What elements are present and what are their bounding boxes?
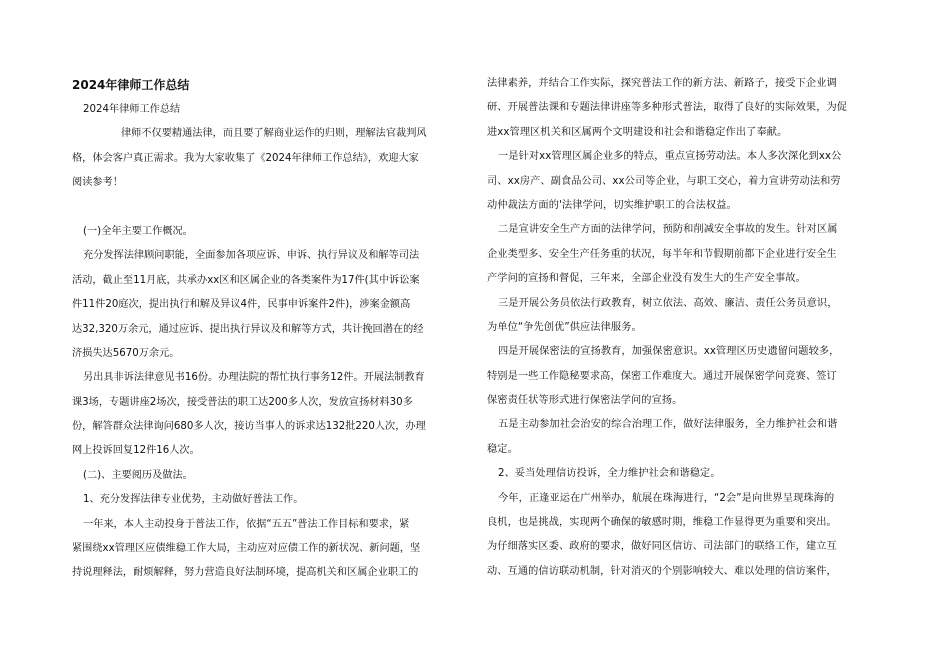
paragraph-line: (一)全年主要工作概况。: [83, 225, 193, 237]
paragraph-line: 保密责任状等形式进行保密法学问的宣扬。: [487, 395, 683, 407]
left-column: [72, 98, 464, 586]
paragraph-line: 一是针对xx管理区属企业多的特点，重点宣扬劳动法。本人多次深化到xx公: [498, 151, 842, 163]
paragraph-line: 课3场，专题讲座2场次，接受普法的职工达200多人次，发放宣扬材料30多: [72, 396, 413, 408]
paragraph-line: 另出具非诉法律意见书16份。办理法院的帮忙执行事务12件。开展法制教育: [83, 372, 425, 384]
paragraph-line: 1、充分发挥法律专业优势，主动做好普法工作。: [83, 494, 304, 506]
paragraph-line: 进xx管理区机关和区属两个文明建设和社会和谐稳定作出了奉献。: [487, 126, 788, 138]
paragraph-line: 件11件20庭次，提出执行和解及异议4件，民事申诉案件2件)，涉案金额高: [72, 299, 411, 311]
paragraph-line: 今年，正逢亚运在广州举办，航展在珠海进行，“2会”是向世界呈现珠海的: [498, 492, 835, 504]
document-title: 2024年律师工作总结: [72, 78, 190, 92]
paragraph-line: 二是宣讲安全生产方面的法律学问，预防和削减安全事故的发生。针对区属: [498, 224, 838, 236]
paragraph-line: 企业类型多、安全生产任务重的状况，每半年和节假期前都下企业进行安全生: [487, 248, 837, 260]
paragraph-line: 为仔细落实区委、政府的要求，做好同区信访、司法部门的联络工作，建立互: [487, 541, 837, 553]
paragraph-line: 四是开展保密法的宣扬教育，加强保密意识。xx管理区历史遗留问题较多，: [498, 346, 840, 358]
paragraph-line: 三是开展公务员依法行政教育，树立依法、高效、廉洁、责任公务员意识，: [498, 297, 838, 309]
paragraph-line: 产学问的宣扬和督促，三年来，全部企业没有发生大的生产安全事故。: [487, 273, 806, 285]
paragraph-line: 格，体会客户真正需求。我为大家收集了《2024年律师工作总结》，欢迎大家: [72, 152, 419, 164]
paragraph-line: 司、xx房产、副食品公司、xx公司等企业，与职工交心，着力宣讲劳动法和劳: [487, 175, 841, 187]
paragraph-line: 2024年律师工作总结: [83, 104, 181, 115]
paragraph-line: (二)、主要阅历及做法。: [83, 469, 193, 481]
paragraph-line: 研、开展普法课和专题法律讲座等多种形式普法，取得了良好的实际效果，为促: [487, 102, 848, 114]
paragraph-line: 网上投诉回复12件16人次。: [72, 445, 200, 457]
paragraph-line: 2、妥当处理信访投诉，全力维护社会和谐稳定。: [498, 468, 721, 480]
paragraph-line: 达32,320万余元，通过应诉、提出执行异议及和解等方式，共计挽回潜在的经: [72, 323, 424, 335]
paragraph-line: 良机，也是挑战，实现两个确保的敏感时期，维稳工作显得更为重要和突出。: [487, 517, 837, 529]
paragraph-line: [72, 196, 464, 220]
paragraph-line: 律师不仅要精通法律，而且要了解商业运作的归则，理解法官裁判风: [121, 128, 427, 140]
paragraph-line: 持说理释法，耐烦解释，努力营造良好法制环境，提高机关和区属企业职工的: [72, 567, 419, 579]
paragraph-line: 份，解答群众法律询问680多人次，接访当事人的诉求达132批220人次，办理: [72, 421, 426, 433]
paragraph-line: 阅读参考！: [72, 177, 123, 189]
paragraph-line: 济损失达5670万余元。: [72, 347, 180, 359]
paragraph-line: 动、互通的信访联动机制，针对消灭的个别影响较大、难以处理的信访案件，: [487, 565, 837, 577]
paragraph-line: 稳定。: [487, 443, 518, 455]
paragraph-line: 一年来，本人主动投身于普法工作，依据“五五”普法工作目标和要求，紧: [83, 518, 410, 530]
paragraph-line: 为单位“争先创优”供应法律服务。: [487, 321, 642, 333]
paragraph-line: 充分发挥法律顾问职能，全面参加各项应诉、申诉、执行异议及和解等司法: [83, 250, 420, 262]
paragraph-line: 紧围绕xx管理区应债维稳工作大局，主动应对应债工作的新状况、新问题，坚: [72, 543, 421, 555]
paragraph-line: 动仲裁法方面的'法律学问，切实维护职工的合法权益。: [487, 199, 737, 211]
right-column: [487, 72, 882, 584]
paragraph-line: 法律素养，并结合工作实际，探究普法工作的新方法、新路子，接受下企业调: [487, 78, 837, 89]
paragraph-line: 特别是一些工作隐秘要求高，保密工作难度大。通过开展保密学问竞赛、签订: [487, 370, 837, 382]
paragraph-line: 五是主动参加社会治安的综合治理工作，做好法律服务，全力维护社会和谐: [498, 419, 838, 431]
paragraph-line: 活动，截止至11月底，共承办xx区和区属企业的各类案件为17件(其中诉讼案: [72, 274, 420, 286]
